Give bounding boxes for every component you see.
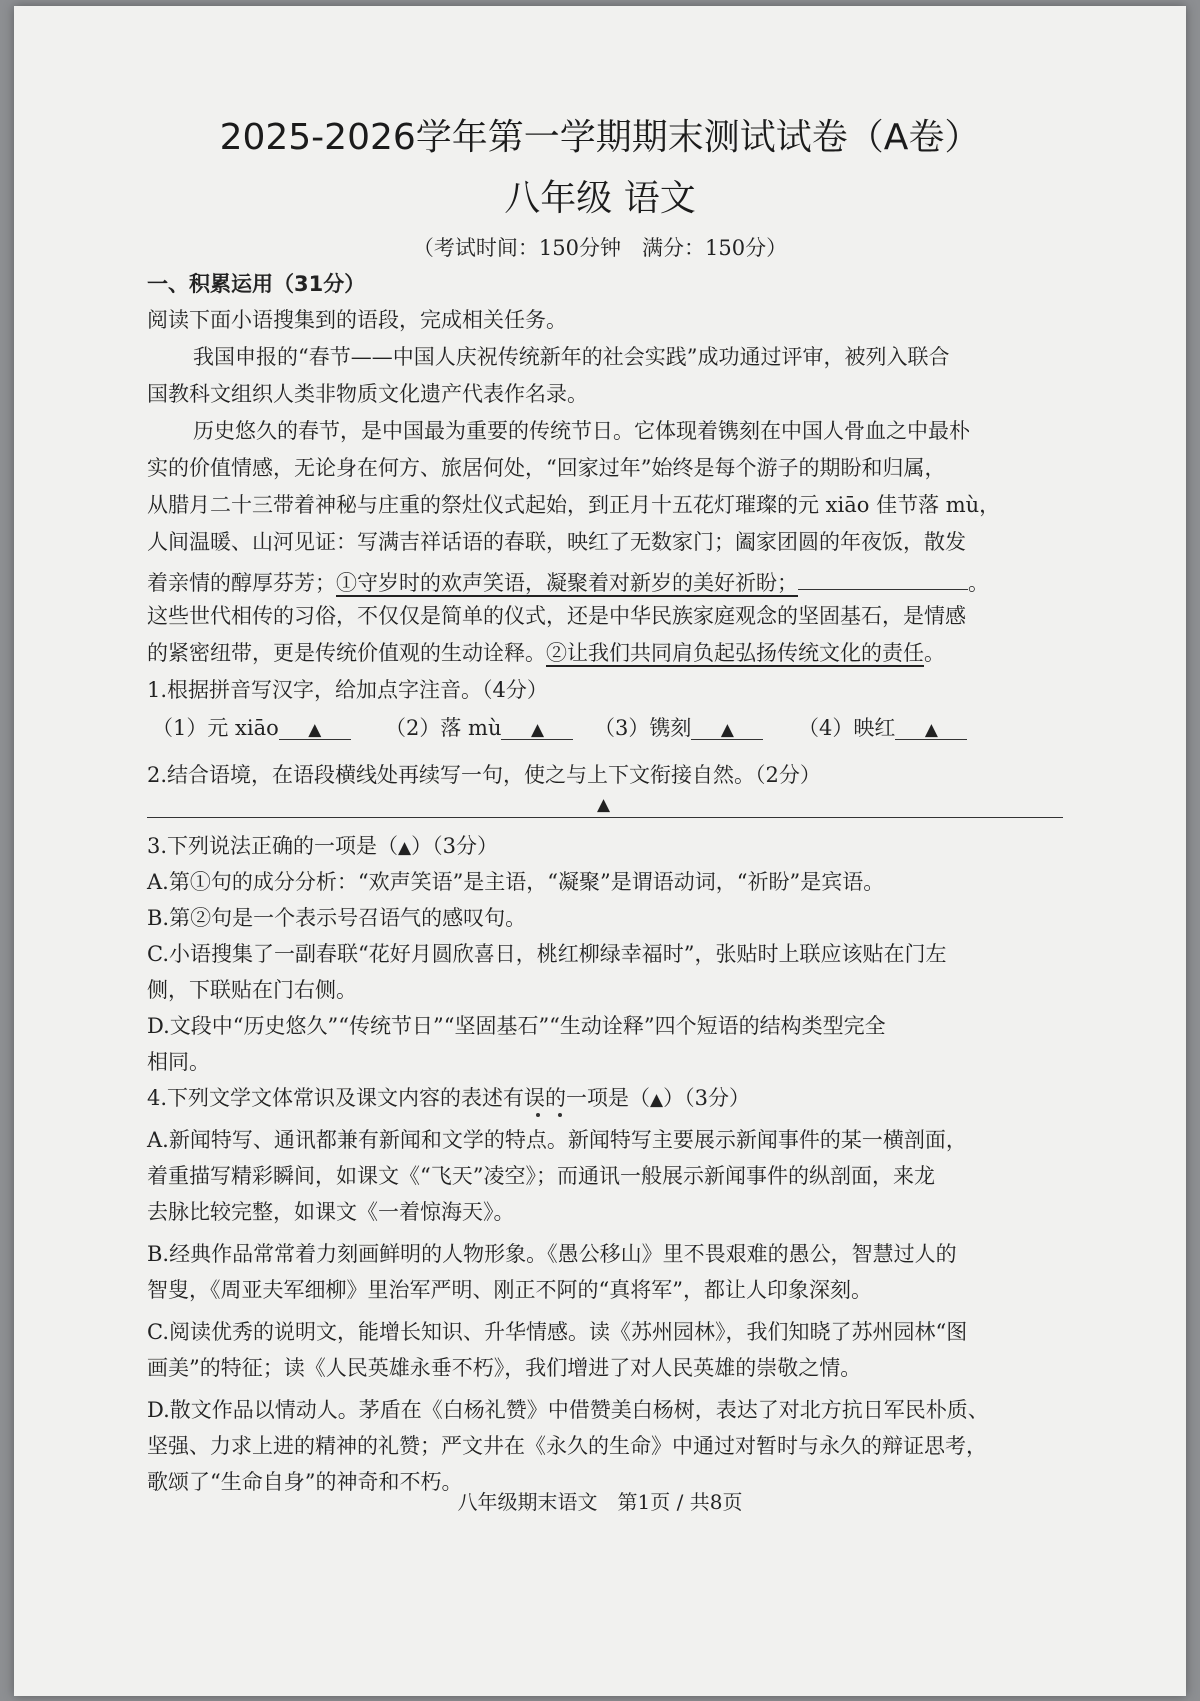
option-b-cont: 智叟，《周亚夫军细柳》里治军严明、刚正不阿的“真将军”，都让人印象深刻。 (147, 1278, 872, 1302)
page-footer: 八年级期末语文 第1页 / 共8页 (457, 1490, 743, 1514)
passage-text: 。 (924, 641, 945, 665)
question-2-stem: 2.结合语境，在语段横线处再续写一句，使之与上下文衔接自然。（2分） (147, 763, 821, 787)
passage-line: 实的价值情感，无论身在何方、旅居何处，“回家过年”始终是每个游子的期盼和归属， (147, 456, 946, 480)
answer-blank[interactable] (501, 718, 573, 740)
sentence-1-underlined: ①守岁时的欢声笑语，凝聚着对新岁的美好祈盼； (336, 571, 798, 595)
triangle-mark-icon: ▲ (720, 720, 734, 740)
option-c[interactable]: C.阅读优秀的说明文，能增长知识、升华情感。读《苏州园林》，我们知晓了苏州园林“图 (147, 1320, 968, 1344)
exam-info: （考试时间：150分钟 满分：150分） (412, 236, 788, 260)
answer-blank[interactable] (895, 718, 967, 740)
option-c-cont: 侧，下联贴在门右侧。 (147, 978, 357, 1002)
section-intro: 阅读下面小语搜集到的语段，完成相关任务。 (147, 308, 567, 332)
question-1-item: （1）元 xiāo ▲ (152, 718, 351, 740)
passage-line: 人间温暖、山河见证：写满吉祥话语的春联，映红了无数家门；阖家团圆的年夜饭，散发 (147, 530, 966, 554)
option-b[interactable]: B.第②句是一个表示号召语气的感叹句。 (147, 906, 527, 930)
option-a[interactable]: A.新闻特写、通讯都兼有新闻和文学的特点。新闻特写主要展示新闻事件的某一横剖面， (147, 1128, 967, 1152)
passage-line: 历史悠久的春节，是中国最为重要的传统节日。它体现着镌刻在中国人骨血之中最朴 (193, 419, 970, 443)
option-d-cont: 相同。 (147, 1050, 210, 1074)
triangle-mark-icon: ▲ (530, 720, 545, 740)
triangle-mark-icon: ▲ (650, 1090, 664, 1110)
question-1-item: （3）镌刻 ▲ (594, 718, 763, 740)
option-d[interactable]: D.散文作品以情动人。茅盾在《白杨礼赞》中借赞美白杨树，表达了对北方抗日军民朴质、 (147, 1398, 989, 1422)
passage-line: 我国申报的“春节——中国人庆祝传统新年的社会实践”成功通过评审，被列入联合 (193, 345, 950, 369)
option-a-cont: 去脉比较完整，如课文《一着惊海天》。 (147, 1200, 515, 1224)
question-1-stem: 1.根据拼音写汉字，给加点字注音。（4分） (147, 678, 548, 702)
option-d-cont: 歌颂了“生命自身”的神奇和不朽。 (147, 1470, 463, 1494)
exam-subtitle: 八年级 语文 (504, 178, 696, 219)
option-a[interactable]: A.第①句的成分分析：“欢声笑语”是主语，“凝聚”是谓语动词，“祈盼”是宾语。 (147, 870, 885, 894)
passage-line (147, 643, 945, 664)
passage-line: 这些世代相传的习俗，不仅仅是简单的仪式，还是中华民族家庭观念的坚固基石，是情感 (147, 604, 966, 628)
exam-title: 2025-2026学年第一学期期末测试试卷（A卷） (219, 117, 981, 158)
emphasis-dot (558, 1113, 562, 1117)
passage-line (147, 569, 989, 594)
option-c[interactable]: C.小语搜集了一副春联“花好月圆欣喜日，桃红柳绿幸福时”，张贴时上联应该贴在门左 (147, 942, 947, 966)
question-1-item: （2）落 mù ▲ (385, 718, 573, 740)
answer-blank[interactable] (691, 718, 763, 740)
triangle-mark-icon: ▲ (597, 795, 611, 815)
passage-text: 着亲情的醇厚芬芳； (147, 571, 336, 595)
option-d[interactable]: D.文段中“历史悠久”“传统节日”“坚固基石”“生动诠释”四个短语的结构类型完全 (147, 1014, 886, 1038)
sentence-2-underlined: ②让我们共同肩负起弘扬传统文化的责任 (546, 641, 924, 665)
question-3-stem: 3.下列说法正确的一项是（▲）（3分） (147, 834, 498, 858)
option-b[interactable]: B.经典作品常常着力刻画鲜明的人物形象。《愚公移山》里不畏艰难的愚公，智慧过人的 (147, 1242, 957, 1266)
option-c-cont: 画美”的特征；读《人民英雄永垂不朽》，我们增进了对人民英雄的崇敬之情。 (147, 1356, 862, 1380)
passage-text: 的紧密纽带，更是传统价值观的生动诠释。 (147, 641, 546, 665)
answer-blank[interactable] (279, 718, 351, 740)
triangle-mark-icon: ▲ (308, 720, 322, 740)
passage-line: 从腊月二十三带着神秘与庄重的祭灶仪式起始，到正月十五花灯璀璨的元 xiāo 佳节落 mù， (147, 493, 1001, 517)
passage-text: 。 (968, 571, 989, 595)
option-a-cont: 着重描写精彩瞬间，如课文《“飞天”凌空》；而通讯一般展示新闻事件的纵剖面，来龙 (147, 1164, 935, 1188)
triangle-mark-icon: ▲ (398, 838, 412, 858)
passage-line: 国教科文组织人类非物质文化遗产代表作名录。 (147, 382, 588, 406)
emphasis-dot (536, 1113, 540, 1117)
triangle-mark-icon: ▲ (924, 720, 938, 740)
continuation-blank[interactable] (798, 569, 968, 590)
question-4-stem: 4.下列文学文体常识及课文内容的表述有误的一项是（▲）（3分） (147, 1086, 750, 1110)
answer-line[interactable] (147, 817, 1063, 818)
option-d-cont: 坚强、力求上进的精神的礼赞；严文井在《永久的生命》中通过对暂时与永久的辩证思考， (147, 1434, 987, 1458)
question-1-item: （4）映红 ▲ (798, 718, 967, 740)
section-heading: 一、积累运用（31分） (147, 272, 366, 296)
